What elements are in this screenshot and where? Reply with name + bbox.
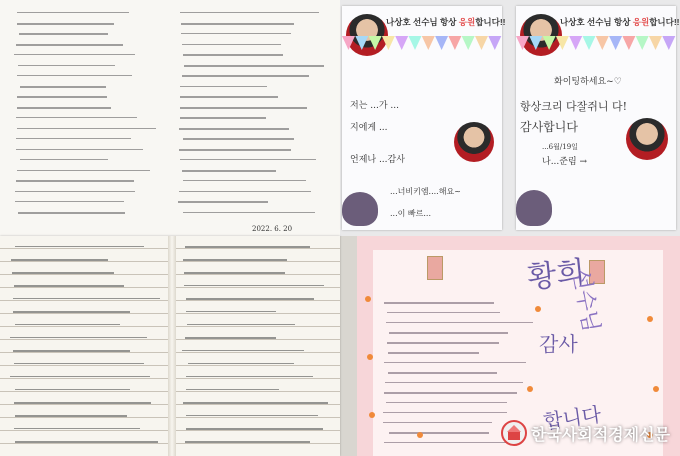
handwriting-stroke — [15, 389, 129, 390]
handwriting-stroke — [186, 311, 276, 312]
handwriting-stroke — [182, 75, 310, 77]
handwriting-stroke — [181, 23, 294, 25]
milk-carton-sticker — [427, 256, 443, 280]
card-line-4: ...6월/19일 — [542, 143, 578, 151]
bunting-flag — [342, 36, 355, 50]
handwriting-stroke — [181, 33, 292, 34]
handwriting-stroke — [183, 138, 294, 140]
handwriting-stroke — [17, 107, 112, 109]
persimmon-sticker — [367, 354, 373, 360]
bunting-flag — [649, 36, 662, 50]
handwriting-stroke — [15, 415, 127, 417]
handwriting-stroke — [18, 65, 115, 66]
handwriting-stroke — [179, 149, 291, 151]
handwriting-stroke — [15, 441, 158, 443]
heart-sticker — [516, 190, 552, 226]
bunting-flag — [569, 36, 582, 50]
big-message-word-3: 감사 — [539, 332, 578, 356]
handwriting-stroke — [186, 389, 279, 390]
big-message-word-1: 황희 — [525, 255, 588, 296]
handwriting-stroke — [15, 201, 124, 202]
handwriting-stroke — [185, 337, 276, 339]
handwriting-stroke — [180, 159, 316, 160]
handwriting-stroke — [16, 149, 143, 150]
bunting-flag — [382, 36, 395, 50]
handwriting-stroke — [19, 33, 107, 35]
handwriting-stroke — [386, 402, 506, 403]
bunting-flag — [435, 36, 448, 50]
card-line-1: 화이팅하세요~♡ — [554, 77, 622, 87]
handwriting-stroke — [388, 372, 497, 374]
big-message-word-2: 선수님 — [567, 266, 604, 335]
handwriting-stroke — [18, 212, 125, 214]
persimmon-sticker — [369, 412, 375, 418]
bunting-flag — [516, 36, 529, 50]
handwriting-stroke — [182, 350, 303, 351]
bunting-flag — [395, 36, 408, 50]
support-card-right — [516, 6, 680, 230]
handwriting-stroke — [183, 402, 329, 404]
persimmon-sticker — [527, 386, 533, 392]
persimmon-sticker — [535, 306, 541, 312]
card-line-5: ...이 빠르... — [390, 209, 431, 218]
card-line-3: 언제나 ...감사 — [350, 155, 405, 165]
handwriting-stroke — [180, 12, 319, 13]
handwriting-stroke — [185, 441, 311, 443]
handwriting-stroke — [180, 107, 307, 109]
handwriting-stroke — [20, 159, 108, 160]
handwriting-stroke — [17, 96, 108, 98]
handwriting-stroke — [179, 128, 289, 130]
handwriting-stroke — [183, 259, 287, 261]
card-line-3: 감사합니다 — [520, 120, 578, 134]
handwriting-stroke — [384, 442, 507, 443]
handwriting-stroke — [17, 12, 128, 13]
handwritten-letter-top-left — [0, 0, 340, 236]
handwriting-stroke — [15, 191, 136, 192]
persimmon-sticker — [647, 316, 653, 322]
handwriting-stroke — [16, 138, 131, 139]
handwriting-stroke — [188, 363, 294, 364]
bunting-flag — [609, 36, 622, 50]
handwriting-stroke — [389, 332, 508, 334]
card-line-5: 나...준림 → — [542, 157, 588, 167]
handwriting-stroke — [182, 44, 281, 45]
handwriting-stroke — [186, 428, 323, 430]
bunting-flag — [543, 36, 556, 50]
handwriting-stroke — [10, 337, 147, 338]
handwriting-stroke — [187, 324, 295, 325]
big-message-word-4: 합니다 — [541, 402, 603, 434]
bunting-flag — [488, 36, 501, 50]
card-line-4: ...너비키엠....해요~ — [390, 187, 461, 196]
bunting-flag — [596, 36, 609, 50]
handwriting-stroke — [183, 180, 306, 181]
handwriting-stroke — [14, 428, 140, 429]
handwriting-stroke — [15, 246, 144, 247]
handwriting-stroke — [14, 285, 124, 287]
handwriting-stroke — [383, 422, 492, 423]
handwriting-stroke — [184, 65, 324, 67]
bunting-flag — [529, 36, 542, 50]
handwriting-stroke — [14, 363, 143, 364]
card-line-2: 지에게 ... — [350, 123, 388, 133]
handwriting-stroke — [14, 402, 151, 404]
handwriting-stroke — [15, 324, 120, 325]
bunting-flag — [556, 36, 569, 50]
bunting-decoration — [342, 36, 502, 56]
handwriting-stroke — [13, 311, 130, 313]
bunting-flag — [355, 36, 368, 50]
handwriting-stroke — [383, 412, 507, 413]
handwriting-stroke — [384, 362, 526, 363]
handwriting-stroke — [387, 312, 500, 313]
handwriting-stroke — [16, 117, 138, 118]
handwriting-stroke — [186, 376, 313, 377]
watermark-text: 한국사회적경제신문 — [530, 426, 670, 444]
handwriting-stroke — [184, 272, 285, 274]
cards-area — [340, 0, 680, 236]
handwriting-stroke — [388, 352, 479, 354]
handwriting-stroke — [385, 382, 523, 383]
handwriting-stroke — [179, 191, 311, 192]
handwriting-stroke — [186, 415, 319, 416]
handwriting-stroke — [178, 201, 268, 203]
heart-sticker — [342, 192, 378, 226]
handwriting-stroke — [13, 350, 129, 352]
bunting-flag — [636, 36, 649, 50]
handwriting-stroke — [20, 86, 107, 88]
bunting-flag — [662, 36, 675, 50]
ruled-letter-bottom-left — [0, 236, 340, 456]
card-title: 나상호 선수님 항상 응원합니다!! — [386, 17, 506, 27]
card-line-1: 저는 ...가 ... — [350, 101, 399, 111]
bunting-flag — [475, 36, 488, 50]
card-line-2: 항상크리 다잘쥐니 다! — [520, 100, 628, 113]
handwriting-stroke — [387, 342, 499, 344]
handwriting-stroke — [17, 23, 115, 25]
handwriting-stroke — [16, 44, 123, 46]
persimmon-sticker — [417, 432, 423, 438]
handwriting-stroke — [17, 128, 156, 129]
handwriting-stroke — [184, 285, 323, 286]
handwriting-stroke — [182, 170, 276, 172]
bunting-flag — [369, 36, 382, 50]
handwriting-stroke — [185, 246, 310, 248]
player-photo-small — [454, 122, 494, 162]
newspaper-logo-icon — [501, 420, 527, 446]
handwriting-stroke — [384, 392, 517, 394]
handwriting-stroke — [13, 298, 160, 299]
handwriting-stroke — [14, 54, 135, 55]
handwriting-stroke — [384, 302, 494, 304]
persimmon-sticker — [365, 296, 371, 302]
handwriting-stroke — [180, 96, 277, 98]
bunting-flag — [583, 36, 596, 50]
handwriting-stroke — [180, 117, 266, 119]
bunting-flag — [622, 36, 635, 50]
bunting-decoration — [516, 36, 676, 56]
handwriting-stroke — [17, 75, 132, 76]
handwriting-stroke — [183, 212, 315, 213]
handwriting-stroke — [16, 180, 134, 182]
handwriting-stroke — [186, 298, 313, 300]
bunting-flag — [409, 36, 422, 50]
persimmon-sticker — [653, 386, 659, 392]
handwriting-stroke — [10, 376, 150, 377]
handwriting-stroke — [12, 272, 114, 274]
handwriting-stroke — [11, 259, 107, 261]
bunting-flag — [462, 36, 475, 50]
newspaper-watermark — [501, 420, 670, 446]
notebook-gutter — [168, 236, 176, 456]
bunting-flag — [422, 36, 435, 50]
handwriting-stroke — [183, 54, 284, 56]
player-photo-small — [626, 118, 668, 160]
letter-date: 2022. 6. 20 — [252, 225, 293, 233]
handwriting-stroke — [386, 322, 534, 323]
card-title: 나상호 선수님 항상 응원합니다!! — [560, 17, 680, 27]
handwriting-stroke — [180, 86, 267, 87]
support-card-left — [342, 6, 506, 230]
handwriting-stroke — [389, 432, 489, 434]
handwriting-stroke — [17, 170, 151, 171]
bunting-flag — [448, 36, 461, 50]
